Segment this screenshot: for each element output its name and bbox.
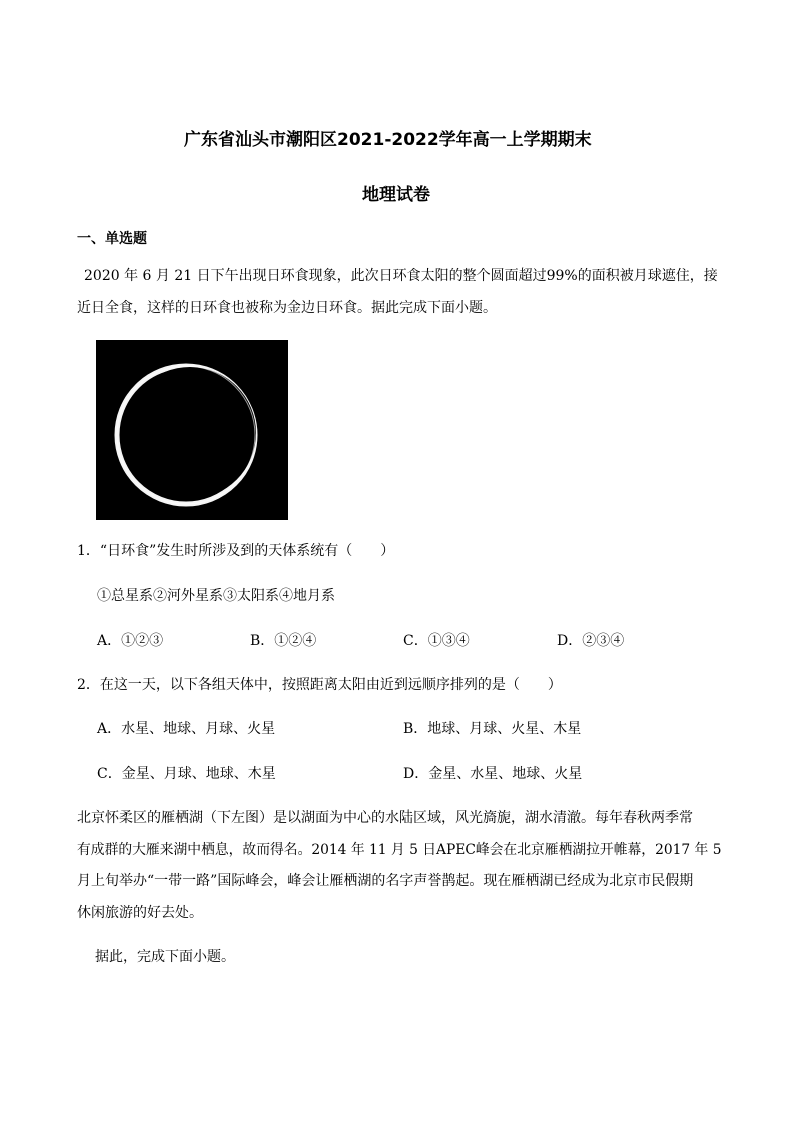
question-1-option-a[interactable]: A．①②③	[97, 633, 164, 649]
passage-2-line-3: 月上旬举办“一带一路”国际峰会，峰会让雁栖湖的名字声誉鹊起。现在雁栖湖已经成为北京市民假期	[77, 873, 694, 889]
question-1-items: ①总星系②河外星系③太阳系④地月系	[97, 588, 335, 604]
title-line-2: 地理试卷	[362, 185, 430, 205]
question-1-stem: 1．“日环食”发生时所涉及到的天体系统有（ ）	[77, 543, 395, 559]
question-1-option-b[interactable]: B．①②④	[250, 633, 317, 649]
annular-eclipse-image	[96, 340, 288, 520]
question-2-stem: 2．在这一天，以下各组天体中，按照距离太阳由近到远顺序排列的是（ ）	[77, 677, 562, 693]
passage-2-line-4: 休闲旅游的好去处。	[77, 905, 203, 921]
question-1-option-d[interactable]: D．②③④	[557, 633, 625, 649]
section-heading: 一、单选题	[77, 231, 147, 247]
passage-1-line-1: 2020 年 6 月 21 日下午出现日环食现象，此次日环食太阳的整个圆面超过99%的面积被月球遮住，接	[84, 268, 718, 284]
question-1-option-c[interactable]: C．①③④	[403, 633, 470, 649]
question-2-option-d[interactable]: D．金星、水星、地球、火星	[403, 766, 583, 782]
eclipse-ring-graphic	[96, 340, 288, 520]
question-2-option-b[interactable]: B．地球、月球、火星、木星	[403, 721, 582, 737]
passage-1-line-2: 近日全食，这样的日环食也被称为金边日环食。据此完成下面小题。	[77, 300, 497, 316]
passage-2-line-5: 据此，完成下面小题。	[95, 949, 235, 965]
passage-2-line-2: 有成群的大雁来湖中栖息，故而得名。2014 年 11 月 5 日APEC峰会在北京雁栖湖拉开帷幕，2017 年 5	[77, 842, 722, 858]
passage-2-line-1: 北京怀柔区的雁栖湖（下左图）是以湖面为中心的水陆区域，风光旖旎，湖水清澈。每年春秋两季常	[77, 810, 693, 826]
title-line-1: 广东省汕头市潮阳区2021-2022学年高一上学期期末	[184, 130, 592, 150]
question-2-option-a[interactable]: A．水星、地球、月球、火星	[97, 721, 276, 737]
question-2-option-c[interactable]: C．金星、月球、地球、木星	[97, 766, 276, 782]
